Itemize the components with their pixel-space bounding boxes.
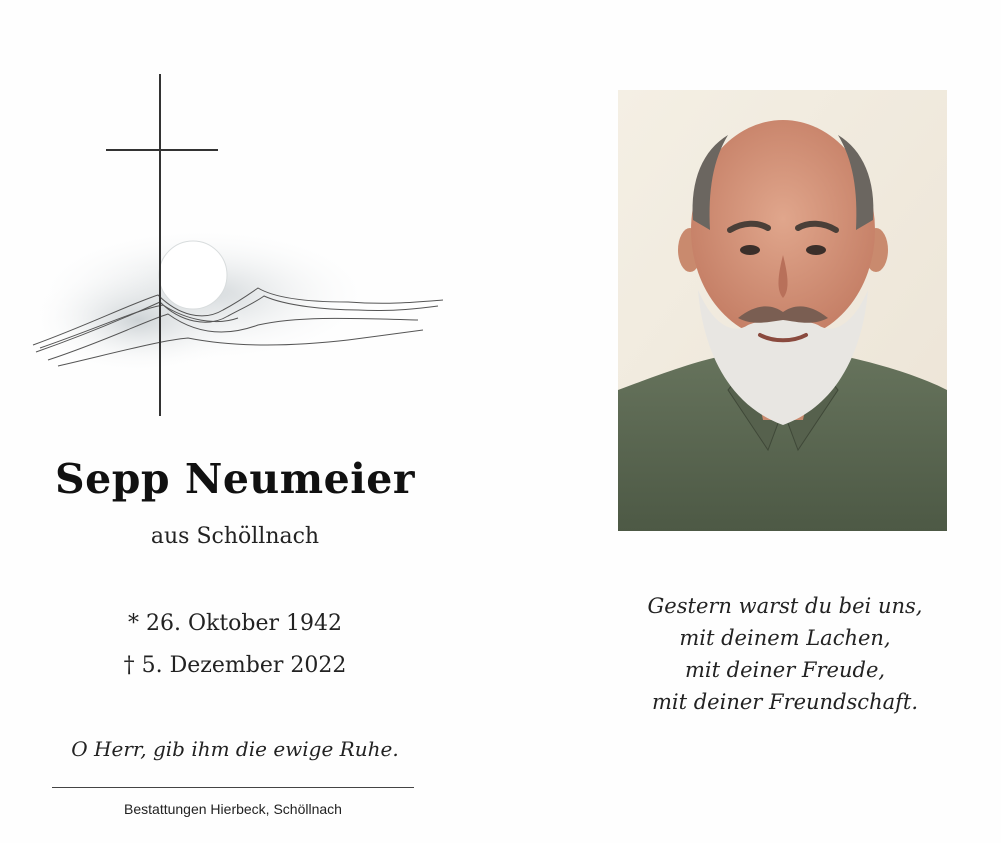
divider <box>52 787 414 788</box>
birth-date: * 26. Oktober 1942 <box>127 611 343 636</box>
cross-and-mountains-emblem <box>28 70 448 420</box>
poem-line: mit deinem Lachen, <box>679 626 891 650</box>
poem-line: Gestern warst du bei uns, <box>647 594 923 618</box>
poem-line: mit deiner Freude, <box>684 658 886 682</box>
deceased-name: Sepp Neumeier <box>55 455 415 503</box>
undertaker-credit: Bestattungen Hierbeck, Schöllnach <box>124 801 342 817</box>
prayer-line: O Herr, gib ihm die ewige Ruhe. <box>71 737 399 761</box>
poem-line: mit deiner Freundschaft. <box>652 690 918 714</box>
poem <box>600 590 970 718</box>
hometown: aus Schöllnach <box>150 524 320 549</box>
death-date: † 5. Dezember 2022 <box>123 653 347 678</box>
sun <box>159 241 227 309</box>
portrait-photo <box>618 90 947 531</box>
